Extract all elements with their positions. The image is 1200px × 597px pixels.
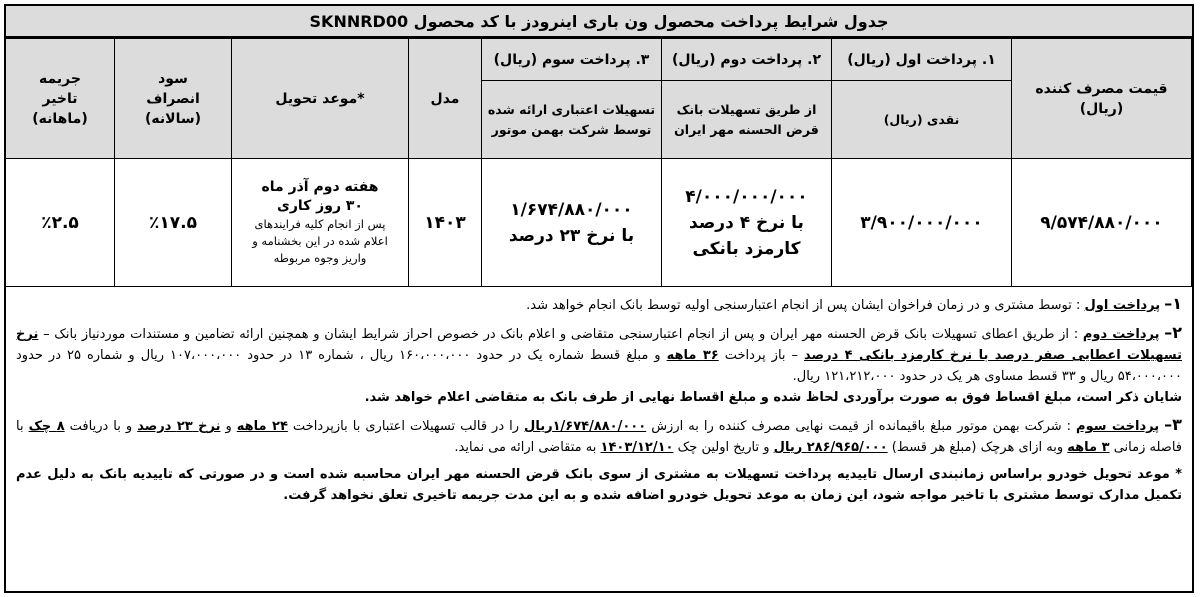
note3-term: ۲۴ ماهه xyxy=(236,419,288,434)
header-consumer-price: قیمت مصرف کننده (ریال) xyxy=(1012,39,1192,159)
note2-text-e: و مبلغ قسط شماره یک در حدود ۱۶۰،۰۰۰،۰۰۰ ریال ، شماره ۱۳ در حدود ۱۰۷،۰۰۰،۰۰۰ ریال و شماره ۲۵ در حدود ۵۴،۰۰۰،۰۰۰ ریال و ۳۳ قسط مساوی هر یک در حدود ۱۲۱،۲۱۲،۰۰۰ ریال. xyxy=(16,348,1182,384)
cell-model: ۱۴۰۳ xyxy=(409,159,482,287)
note3-text-f: وبه ازای هرچک (مبلغ هر قسط) xyxy=(891,440,1064,455)
header-second-payment: ۲. پرداخت دوم (ریال) xyxy=(662,39,832,81)
header-third-payment: ۳. پرداخت سوم (ریال) xyxy=(482,39,662,81)
notes-section xyxy=(6,287,1192,506)
second-payment-rate-line2: کارمزد بانکی xyxy=(692,238,801,259)
subheader-company-credit xyxy=(482,81,662,159)
note2-rate: نرخ تسهیلات اعطایی صفر درصد با نرخ کارمزد بانکی ۴ درصد xyxy=(16,327,1182,363)
note-third-payment xyxy=(16,414,1182,458)
delivery-line5: واریز وجوه مربوطه xyxy=(273,251,367,265)
header-delivery: *موعد تحویل xyxy=(232,39,409,159)
header-first-payment: ۱. پرداخت اول (ریال) xyxy=(832,39,1012,81)
second-payment-amount: ۴/۰۰۰/۰۰۰/۰۰۰ xyxy=(685,186,808,207)
header-model: مدل xyxy=(409,39,482,159)
subheader-credit-line2: توسط شرکت بهمن موتور xyxy=(491,121,652,137)
subheader-bank-line2: قرض الحسنه مهر ایران xyxy=(674,121,819,137)
cell-delay-penalty: ٪۲.۵ xyxy=(6,159,115,287)
note-delivery-star xyxy=(16,464,1182,506)
note3-text-h: به متقاضی ارائه می نماید. xyxy=(454,440,597,455)
note3-text-c: و xyxy=(225,419,232,434)
cell-first-payment: ۳/۹۰۰/۰۰۰/۰۰۰ xyxy=(832,159,1012,287)
header-penalty-line2: تاخیر xyxy=(42,90,78,107)
note2-text-c: – باز پرداخت xyxy=(724,348,799,363)
header-penalty-line1: جریمه xyxy=(39,70,81,87)
cell-second-payment xyxy=(662,159,832,287)
delivery-line4: اعلام شده در این بخشنامه و xyxy=(252,234,388,248)
document-title: جدول شرایط پرداخت محصول ون باری اینرودز با کد محصول SKNNRD00 xyxy=(6,6,1192,38)
subheader-bank-line1: از طریق تسهیلات بانک xyxy=(676,101,817,117)
note3-checks: ۸ چک xyxy=(28,419,65,434)
note2-number: ۲– xyxy=(1164,323,1182,342)
header-profit-line1: سود xyxy=(158,70,188,87)
header-delay-penalty xyxy=(6,39,115,159)
note3-title: پرداخت سوم xyxy=(1076,419,1160,434)
note-second-payment xyxy=(16,322,1182,408)
note2-text-a: : از طریق اعطای تسهیلات بانک قرض الحسنه مهر ایران و پس از انجام اعتبارسنجی متقاضی و اعلام بانک در خصوص احراز شرایط ایشان و همچنین ارائه تضامین و مستندات موردنیاز بانک – xyxy=(43,327,1079,342)
payment-terms-table xyxy=(5,38,1192,287)
delivery-line1: هفته دوم آذر ماه xyxy=(261,179,379,195)
third-payment-amount: ۱/۶۷۴/۸۸۰/۰۰۰ xyxy=(510,199,633,220)
cell-third-payment xyxy=(482,159,662,287)
delivery-line3: پس از انجام کلیه فرایندهای xyxy=(254,217,386,231)
second-payment-rate-line1: با نرخ ۴ درصد xyxy=(689,212,804,233)
third-payment-rate: با نرخ ۲۳ درصد xyxy=(508,225,635,246)
note3-text-g: و تاریخ اولین چک xyxy=(677,440,770,455)
note3-amount: ۱/۶۷۴/۸۸۰/۰۰۰ریال xyxy=(524,419,647,434)
note2-title: پرداخت دوم xyxy=(1082,327,1160,342)
header-profit-line3: (سالانه) xyxy=(145,110,201,127)
header-profit-line2: انصراف xyxy=(146,90,200,107)
note3-installment: ۲۸۶/۹۶۵/۰۰۰ ریال xyxy=(773,440,888,455)
subheader-bank-loan xyxy=(662,81,832,159)
note3-number: ۳– xyxy=(1164,415,1182,434)
subheader-cash: نقدی (ریال) xyxy=(832,81,1012,159)
payment-terms-document xyxy=(4,4,1194,593)
note2-remark: شایان ذکر است، مبلغ اقساط فوق به صورت برآوردی لحاظ شده و مبلغ اقساط نهایی از طرف بانک به متقاضی اعلام خواهد شد. xyxy=(364,390,1182,405)
cell-cancellation-profit: ٪۱۷.۵ xyxy=(115,159,232,287)
note3-date: ۱۴۰۳/۱۲/۱۰ xyxy=(600,440,674,455)
note3-text-b: را در قالب تسهیلات اعتباری با بازپرداخت xyxy=(292,419,520,434)
subheader-credit-line1: تسهیلات اعتباری ارائه شده xyxy=(487,101,656,117)
cell-delivery xyxy=(232,159,409,287)
header-penalty-line3: (ماهانه) xyxy=(32,110,88,127)
note2-term: ۳۶ ماهه xyxy=(666,348,719,363)
cell-consumer-price: ۹/۵۷۴/۸۸۰/۰۰۰ xyxy=(1012,159,1192,287)
note1-title: پرداخت اول xyxy=(1084,298,1161,313)
delivery-line2: ۳۰ روز کاری xyxy=(277,198,363,214)
header-cancellation-profit xyxy=(115,39,232,159)
note-first-payment xyxy=(16,293,1182,316)
note3-text-e: با فاصله زمانی xyxy=(16,419,1182,455)
note3-text-a: : شرکت بهمن موتور مبلغ باقیمانده از قیمت نهایی مصرف کننده را به ارزش xyxy=(651,419,1072,434)
note3-text-d: و با دریافت xyxy=(69,419,133,434)
star-text: موعد تحویل خودرو براساس زمانبندی ارسال تاییدیه پرداخت تسهیلات به مشتری از سوی بانک قرض الحسنه مهر ایران محاسبه شده است و در صورتی که تاییدیه بانک به دلیل عدم تکمیل مدارک توسط مشتری با تاخیر مواجه شود، این زمان به موعد تحویل خودرو اضافه شده و به این مدت جریمه تاخیری تعلق نخواهد گرفت. xyxy=(16,467,1182,503)
star-mark: * xyxy=(1175,467,1183,482)
note1-number: ۱– xyxy=(1164,294,1182,313)
note3-rate: نرخ ۲۳ درصد xyxy=(137,419,221,434)
note3-interval: ۳ ماهه xyxy=(1067,440,1110,455)
note1-text: : توسط مشتری و در زمان فراخوان ایشان پس از انجام اعتبارسنجی اولیه توسط بانک انجام خواهد شد. xyxy=(526,298,1081,313)
